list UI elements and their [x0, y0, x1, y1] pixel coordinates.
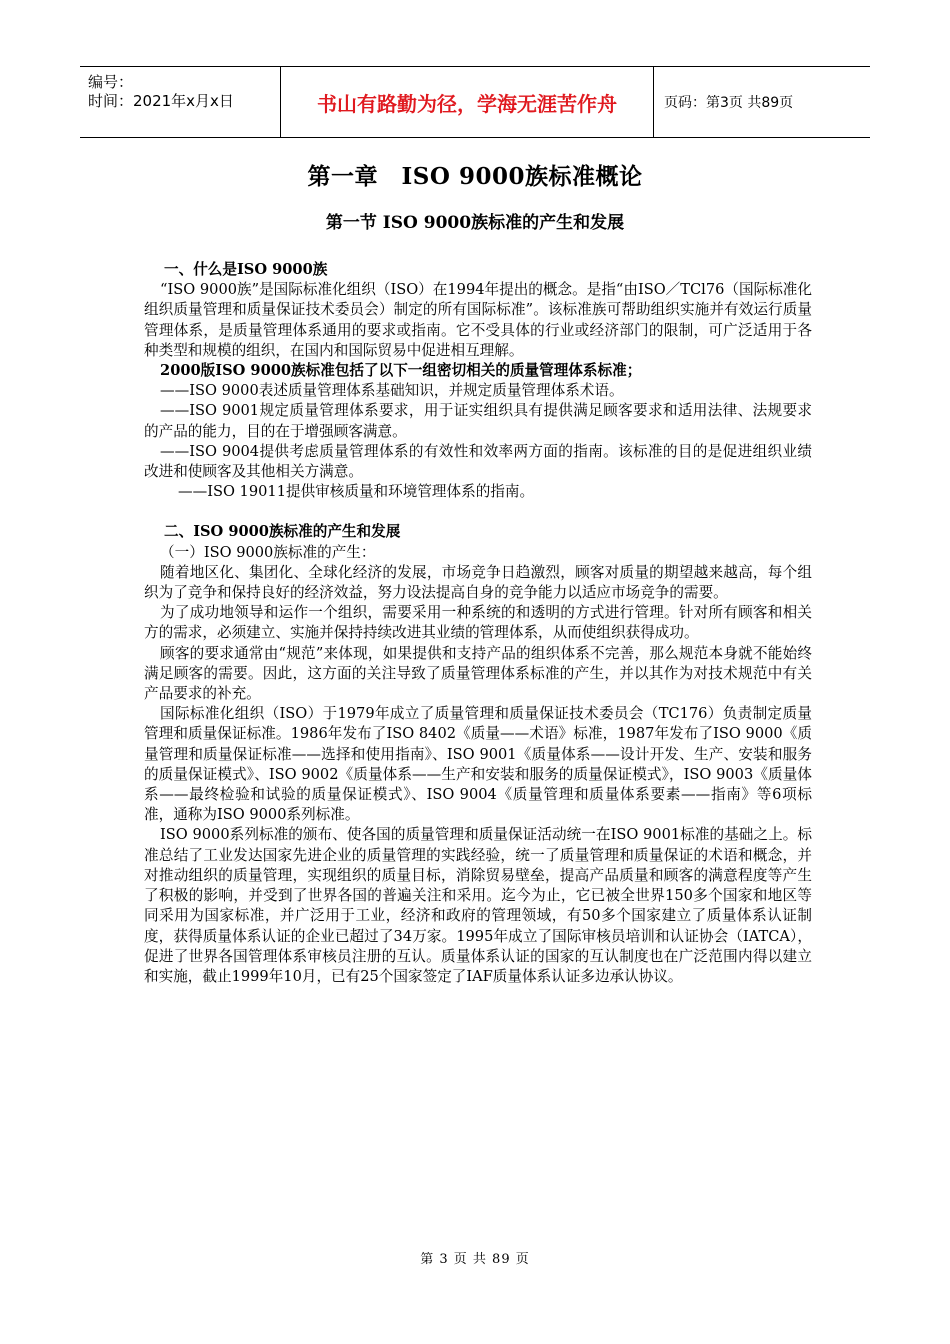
section-title: 第一节 ISO 9000族标准的产生和发展 — [325, 213, 625, 233]
part1-paragraph: “ISO 9000族”是国际标准化组织（ISO）在1994年提出的概念。是指“由ISO／TCl76（国际标准化组织质量管理和质量保证技术委员会）制定的所有国际标准”。该标准族可帮助组织实施并有效运行质量管理体系，是质量管理体系通用的要求或指南。它不受具体的行业或经济部门的限制，可广泛适用于各种类型和规模的组织，在国内和国际贸易中促进相互理解。 — [144, 281, 812, 359]
part2-heading: 二、ISO 9000族标准的产生和发展 — [164, 523, 401, 541]
header-page-info: 页码：第3页 共89页 — [664, 95, 794, 111]
list-item: ——ISO 9004提供考虑质量管理体系的有效性和效率两方面的指南。该标准的目的是促进组织业绩改进和使顾客及其他相关方满意。 — [144, 442, 812, 481]
document-body — [144, 260, 812, 987]
page-footer: 第 3 页 共 89 页 — [420, 1252, 530, 1267]
date-label: 时间：2021年x月x日 — [88, 92, 234, 110]
paragraph: 随着地区化、集团化、全球化经济的发展，市场竞争日趋激烈，顾客对质量的期望越来越高，每个组织为了竞争和保持良好的经济效益，努力设法提高自身的竞争能力以适应市场竞争的需要。 — [144, 563, 812, 602]
code-label: 编号： — [88, 73, 134, 91]
page-header — [80, 66, 870, 138]
list-item: ——ISO 19011提供审核质量和环境管理体系的指南。 — [178, 483, 535, 501]
list-item: ——ISO 9000表述质量管理体系基础知识，并规定质量管理体系术语。 — [160, 382, 624, 400]
part2-subheading: （一）ISO 9000族标准的产生： — [160, 543, 376, 561]
header-meta — [80, 67, 280, 137]
chapter-title: 第一章 ISO 9000族标准概论 — [307, 163, 643, 190]
paragraph: 国际标准化组织（ISO）于1979年成立了质量管理和质量保证技术委员会（TC176）负责制定质量管理和质量保证标准。1986年发布了ISO 8402《质量——术语》标准，1987年发布了ISO 9000《质量管理和质量保证标准——选择和使用指南》、ISO 9001《质量体系——设计开发、生产、安装和服务的质量保证模式》、ISO 9002《质量体系——生产和安装和服务的质量保证模式》，ISO 9003《质量体系——最终检验和试验的质量保证模式》、ISO 9004《质量管理和质量体系要素——指南》等6项标准，通称为ISO 9000系列标准。 — [144, 705, 813, 824]
part1-heading: 一、什么是ISO 9000族 — [164, 261, 328, 278]
header-motto: 书山有路勤为径，学海无涯苦作舟 — [280, 67, 654, 137]
paragraph: 为了成功地领导和运作一个组织，需要采用一种系统的和透明的方式进行管理。针对所有顾客和相关方的需求，必须建立、实施并保持持续改进其业绩的管理体系，从而使组织获得成功。 — [144, 604, 812, 642]
list-item: ——ISO 9001规定质量管理体系要求，用于证实组织具有提供满足顾客要求和适用法律、法规要求的产品的能力，目的在于增强顾客满意。 — [144, 402, 812, 440]
paragraph: 顾客的要求通常由“规范”来体现，如果提供和支持产品的组织体系不完善，那么规范本身就不能始终满足顾客的需要。因此，这方面的关注导致了质量管理体系标准的产生，并以其作为对技术规范中有关产品要求的补充。 — [144, 644, 812, 703]
part1-bold-line: 2000版ISO 9000族标准包括了以下一组密切相关的质量管理体系标准； — [160, 362, 642, 380]
paragraph: ISO 9000系列标准的颁布、使各国的质量管理和质量保证活动统一在ISO 9001标准的基础之上。标准总结了工业发达国家先进企业的质量管理的实践经验，统一了质量管理和质量保证的术语和概念，并对推动组织的质量管理，实现组织的质量目标，消除贸易壁垒，提高产品质量和顾客的满意程度等产生了积极的影响，并受到了世界各国的普遍关注和采用。迄今为止，它已被全世界150多个国家和地区等同采用为国家标准，并广泛用于工业，经济和政府的管理领域，有50多个国家建立了质量体系认证制度，获得质量体系认证的企业已超过了34万家。1995年成立了国际审核员培训和认证协会（IATCA），促进了世界各国管理体系审核员注册的互认。质量体系认证的国家的互认制度也在广泛范围内得以建立和实施，截止1999年10月，已有25个国家签定了IAF质量体系认证多边承认协议。 — [144, 826, 812, 985]
